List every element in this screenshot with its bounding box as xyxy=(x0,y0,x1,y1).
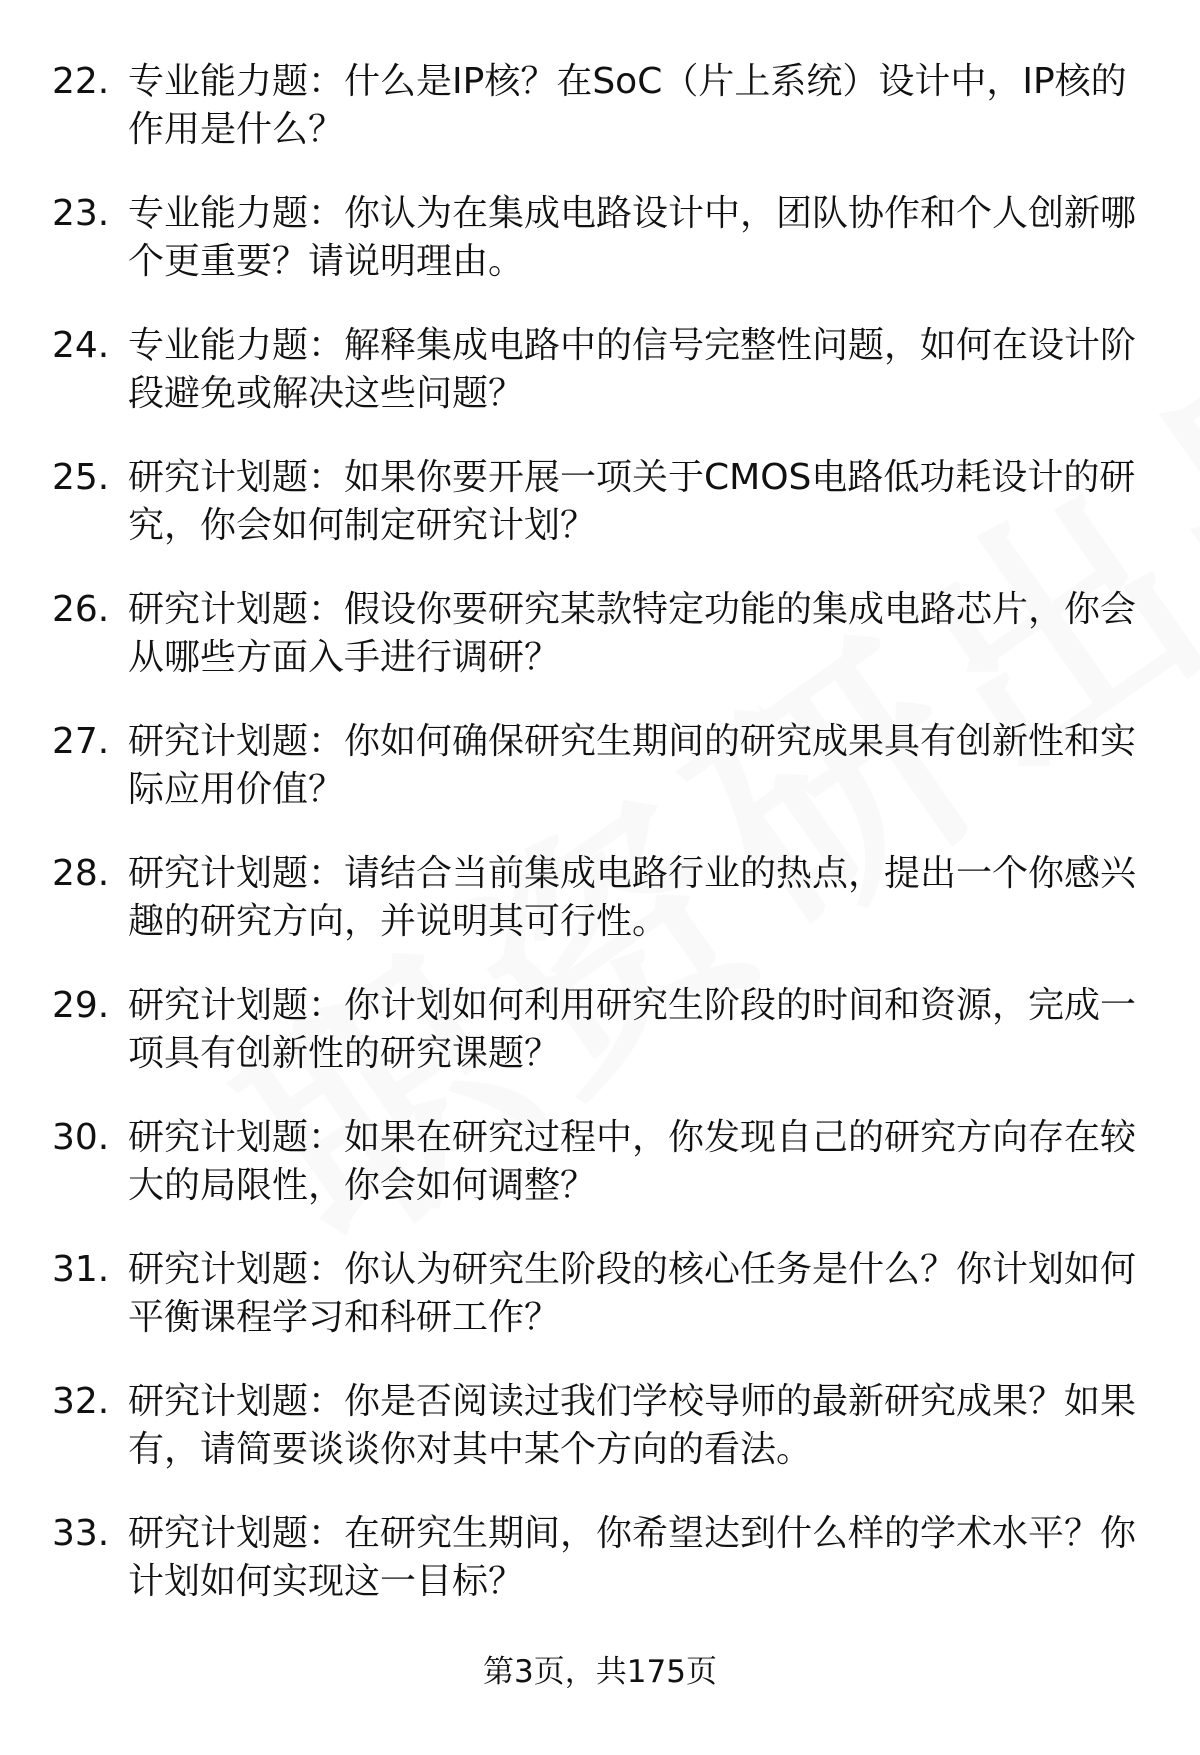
question-item-25 xyxy=(52,454,1142,586)
question-text: 研究计划题：你认为研究生阶段的核心任务是什么？你计划如何平衡课程学习和科研工作？ xyxy=(128,1249,1137,1338)
question-text: 研究计划题：如果你要开展一项关于CMOS电路低功耗设计的研究，你会如何制定研究计划？ xyxy=(128,457,1136,546)
question-item-32 xyxy=(52,1378,1142,1510)
question-text: 研究计划题：请结合当前集成电路行业的热点，提出一个你感兴趣的研究方向，并说明其可行性。 xyxy=(128,853,1137,942)
question-text: 专业能力题：解释集成电路中的信号完整性问题，如何在设计阶段避免或解决这些问题？ xyxy=(128,325,1137,414)
question-item-26 xyxy=(52,586,1142,718)
question-list xyxy=(52,58,1142,1642)
question-item-22 xyxy=(52,58,1142,190)
question-text: 研究计划题：你如何确保研究生期间的研究成果具有创新性和实际应用价值？ xyxy=(128,721,1137,810)
question-text: 研究计划题：你计划如何利用研究生阶段的时间和资源，完成一项具有创新性的研究课题？ xyxy=(128,985,1137,1074)
question-number: 22. xyxy=(52,61,110,102)
question-number: 29. xyxy=(52,985,110,1026)
question-item-30 xyxy=(52,1114,1142,1246)
page-number-footer: 第3页，共175页 xyxy=(483,1654,717,1690)
question-item-27 xyxy=(52,718,1142,850)
question-number: 32. xyxy=(52,1381,110,1422)
question-text: 研究计划题：如果在研究过程中，你发现自己的研究方向存在较大的局限性，你会如何调整？ xyxy=(128,1117,1137,1206)
question-item-23 xyxy=(52,190,1142,322)
question-number: 24. xyxy=(52,325,110,366)
question-number: 26. xyxy=(52,589,110,630)
question-text: 专业能力题：什么是IP核？在SoC（片上系统）设计中，IP核的作用是什么？ xyxy=(128,61,1127,150)
question-number: 30. xyxy=(52,1117,110,1158)
question-number: 27. xyxy=(52,721,110,762)
question-text: 研究计划题：假设你要研究某款特定功能的集成电路芯片，你会从哪些方面入手进行调研？ xyxy=(128,589,1137,678)
question-number: 28. xyxy=(52,853,110,894)
question-text: 专业能力题：你认为在集成电路设计中，团队协作和个人创新哪个更重要？请说明理由。 xyxy=(128,193,1137,282)
question-number: 25. xyxy=(52,457,110,498)
question-item-28 xyxy=(52,850,1142,982)
question-text: 研究计划题：你是否阅读过我们学校导师的最新研究成果？如果有，请简要谈谈你对其中某个方向的看法。 xyxy=(128,1381,1137,1470)
question-text: 研究计划题：在研究生期间，你希望达到什么样的学术水平？你计划如何实现这一目标？ xyxy=(128,1513,1137,1602)
question-item-24 xyxy=(52,322,1142,454)
question-number: 33. xyxy=(52,1513,110,1554)
question-item-31 xyxy=(52,1246,1142,1378)
question-item-29 xyxy=(52,982,1142,1114)
question-item-33 xyxy=(52,1510,1142,1642)
question-number: 23. xyxy=(52,193,110,234)
question-number: 31. xyxy=(52,1249,110,1290)
